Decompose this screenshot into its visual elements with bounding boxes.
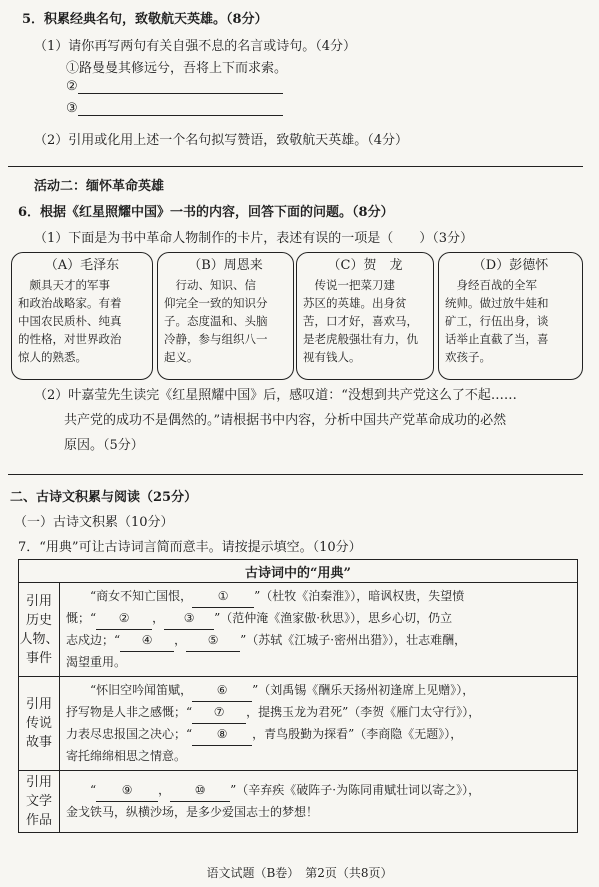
- q5-answer-blank-2[interactable]: [78, 79, 283, 94]
- card-a-text: 颇具天才的军事 和政治战略家。有着 中国农民质朴、纯真 的性格，对世界政治 惊人的熟悉。: [18, 278, 122, 364]
- blank-7[interactable]: ⑦: [192, 702, 246, 724]
- blank-8[interactable]: ⑧: [192, 724, 252, 746]
- q6-sub2-line1: （2）叶嘉莹先生读完《红星照耀中国》后，感叹道：“没想到共产党这么了不起……: [34, 388, 517, 403]
- section2-part1: （一）古诗文积累（10分）: [14, 515, 174, 530]
- row1-label: 引用 历史 人物、 事件: [19, 583, 60, 677]
- q6-sub2-line2: 共产党的成功不是偶然的。”请根据书中内容，分析中国共产党革命成功的必然: [64, 413, 507, 428]
- row1-body: “商女不知亡国恨， ① ”（杜牧《泊秦淮》），暗讽权贵，失望愤 慨；“ ② ， ③ ”（范仲淹《渔家傲·秋思》），思乡心切，仍立 志戍边；“ ④ ， ⑤ ”（苏轼《江城子·密州出猎》），壮志难酬， 渴望重用。: [60, 583, 578, 677]
- blank-2[interactable]: ②: [96, 608, 152, 630]
- q5-line3: [66, 101, 283, 116]
- card-a-title: （A）毛泽东: [44, 258, 120, 273]
- section-divider-2: [8, 474, 583, 475]
- blank-6[interactable]: ⑥: [192, 680, 252, 702]
- row3-body: “ ⑨ ， ⑩ ”（辛弃疾《破阵子·为陈同甫赋壮词以寄之》）， 金戈铁马，纵横沙场，是多少爱国志士的梦想！: [60, 771, 578, 833]
- activity2-heading: 活动二：缅怀革命英雄: [34, 179, 165, 194]
- blank-5[interactable]: ⑤: [186, 630, 240, 652]
- card-c: [296, 252, 434, 380]
- q5-title: 5．积累经典名句，致敬航天英雄。（8分）: [22, 12, 268, 27]
- q5-sub2: （2）引用或化用上述一个名句拟写赞语，致敬航天英雄。（4分）: [34, 133, 409, 148]
- blank-4[interactable]: ④: [120, 630, 174, 652]
- section-divider-1: [8, 166, 583, 167]
- card-a: [11, 252, 153, 380]
- table-row: [19, 771, 578, 833]
- q6-sub1: （1）下面是为书中革命人物制作的卡片，表述有误的一项是（ ）（3分）: [34, 231, 474, 246]
- q5-line3-marker: ③: [66, 101, 78, 116]
- table-row: [19, 677, 578, 771]
- q7-title: 7．“用典”可让古诗词言简而意丰。请按提示填空。（10分）: [18, 540, 362, 555]
- q5-line2-marker: ②: [66, 79, 78, 94]
- q5-sub1: （1）请你再写两句有关自强不息的名言或诗句。（4分）: [34, 39, 357, 54]
- card-b-text: 行动、知识、信 仰完全一致的知识分 子。态度温和、头脑 冷静，参与组织八一 起义。: [164, 278, 268, 364]
- page-footer: 语文试题（B卷） 第2页（共8页）: [206, 866, 393, 880]
- q5-line1: ①路曼曼其修远兮，吾将上下而求索。: [66, 61, 288, 76]
- blank-3[interactable]: ③: [164, 608, 214, 630]
- card-d: [438, 252, 583, 380]
- allusion-table: [18, 559, 578, 833]
- card-b: [157, 252, 294, 380]
- section2-title: 二、古诗文积累与阅读（25分）: [10, 490, 198, 505]
- q5-line2: [66, 79, 283, 94]
- q5-answer-blank-3[interactable]: [78, 101, 283, 116]
- q6-sub2-line3: 原因。（5分）: [64, 438, 144, 453]
- card-c-title: （C）贺 龙: [327, 258, 403, 273]
- row3-label: 引用 文学 作品: [19, 771, 60, 833]
- card-d-text: 身经百战的全军 统帅。做过放牛娃和 矿工，行伍出身，谈 话举止直截了当，喜 欢孩子。: [445, 278, 549, 364]
- card-d-title: （D）彭德怀: [472, 258, 549, 273]
- card-c-text: 传说一把菜刀建 苏区的英雄。出身贫 苦，口才好，喜欢马， 是老虎般强壮有力，仇 视有钱人。: [303, 278, 418, 364]
- blank-9[interactable]: ⑨: [96, 780, 158, 802]
- blank-10[interactable]: ⑩: [170, 780, 230, 802]
- card-b-title: （B）周恩来: [188, 258, 263, 273]
- q6-title: 6．根据《红星照耀中国》一书的内容，回答下面的问题。（8分）: [18, 205, 394, 220]
- row2-body: “怀旧空吟闻笛赋， ⑥ ”（刘禹锡《酬乐天扬州初逢席上见赠》）， 抒写物是人非之感慨；“ ⑦ ，提携玉龙为君死”（李贺《雁门太守行》）， 力表尽忠报国之决心；“ ⑧ ，青鸟殷勤为探看”（李商隐《无题》）， 寄托绵绵相思之情意。: [60, 677, 578, 771]
- row2-label: 引用 传说 故事: [19, 677, 60, 771]
- blank-1[interactable]: ①: [192, 586, 254, 608]
- table-row: [19, 583, 578, 677]
- table-header: 古诗词中的“用典”: [19, 560, 578, 583]
